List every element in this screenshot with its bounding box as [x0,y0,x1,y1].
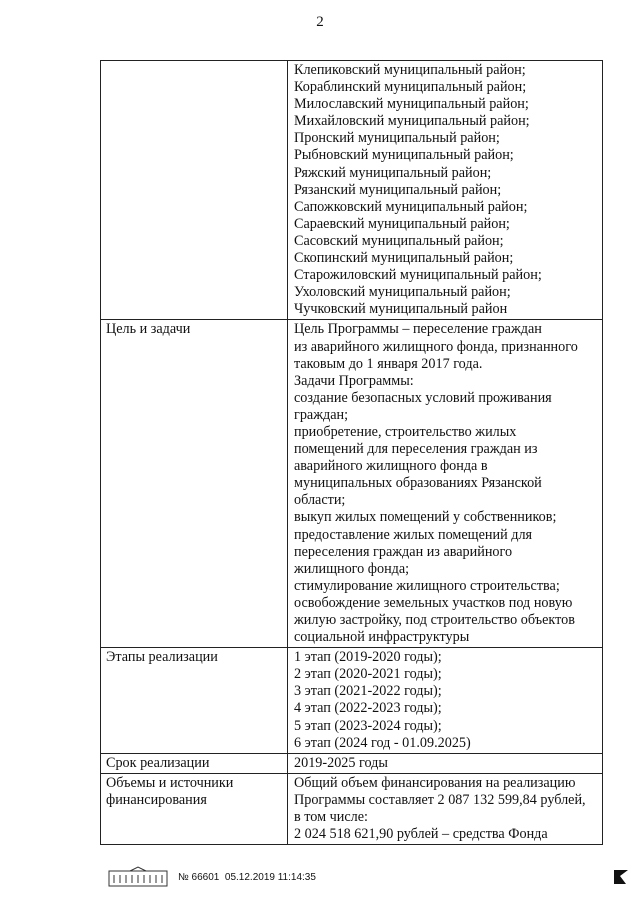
row-label: Объемы и источники финансирования [101,773,288,844]
content-line: Рыбновский муниципальный район; [294,147,514,164]
content-line: 4 этап (2022-2023 годы); [294,700,442,717]
content-line: Милославский муниципальный район; [294,96,529,113]
content-line: помещений для переселения граждан из [294,441,538,458]
content-line: Старожиловский муниципальный район; [294,267,542,284]
table-row [101,773,603,844]
content-line: Ряжский муниципальный район; [294,164,492,181]
content-line: 2 этап (2020-2021 годы); [294,666,442,683]
content-line: создание безопасных условий проживания [294,389,552,406]
row-label [101,61,288,320]
content-line: приобретение, строительство жилых [294,423,517,440]
content-line: аварийного жилищного фонда в [294,458,488,475]
content-line: Скопинский муниципальный район; [294,250,514,267]
row-content [288,648,603,754]
content-line: переселения граждан из аварийного [294,543,513,560]
row-label: Цель и задачи [101,320,288,648]
content-line: Рязанский муниципальный район; [294,181,502,198]
content-line: Сапожковский муниципальный район; [294,198,528,215]
content-line: в том числе: [294,809,368,826]
footer-doc-number-icon: № [178,871,192,883]
content-line: из аварийного жилищного фонда, признанного [294,338,578,355]
content-line: Задачи Программы: [294,372,414,389]
content-line: Клепиковский муниципальный район; [294,62,526,78]
content-line: таковым до 1 января 2017 года. [294,355,483,372]
content-line: Кораблинский муниципальный район; [294,79,527,96]
content-line: Пронский муниципальный район; [294,130,500,147]
content-line: жилую застройку, под строительство объектов [294,612,575,628]
stamp-logo-icon [108,866,168,888]
footer-doc-number: 66601 [191,871,220,883]
content-line: 6 этап (2024 год - 01.09.2025) [294,734,471,751]
content-line: Сараевский муниципальный район; [294,215,510,232]
corner-mark-icon [610,866,632,888]
content-line: граждан; [294,406,349,423]
content-line: выкуп жилых помещений у собственников; [294,509,557,526]
content-line: 2 024 518 621,90 рублей – средства Фонда [294,826,548,843]
content-line: освобождение земельных участков под новую [294,594,573,611]
content-line: Чучковский муниципальный район [294,301,508,318]
content-line: Цель Программы – переселение граждан [294,321,542,338]
row-content [288,61,603,320]
table-row [101,753,603,773]
content-line: 1 этап (2019-2020 годы); [294,649,442,666]
content-line: стимулирование жилищного строительства; [294,577,560,594]
row-content [288,753,603,773]
content-line: муниципальных образованиях Рязанской [294,475,542,492]
content-line: Ухоловский муниципальный район; [294,284,511,301]
content-line: жилищного фонда; [294,560,410,577]
content-line: социальной инфраструктуры [294,629,470,646]
content-line: 3 этап (2021-2022 годы); [294,683,442,700]
content-line: Михайловский муниципальный район; [294,113,530,130]
table-row [101,320,603,648]
table-row [101,61,603,320]
row-content [288,773,603,844]
content-line: предоставление жилых помещений для [294,526,533,543]
content-line: области; [294,492,346,509]
content-line: 5 этап (2023-2024 годы); [294,717,442,734]
program-passport-table [100,60,603,845]
row-content [288,320,603,648]
content-line: 2019-2025 годы [294,754,388,771]
content-line: Сасовский муниципальный район; [294,232,504,249]
footer-timestamp: 05.12.2019 11:14:35 [224,871,316,883]
footer [108,866,316,888]
content-line: Программы составляет 2 087 132 599,84 рублей, [294,791,586,808]
table-row [101,648,603,754]
row-label: Срок реализации [101,753,288,773]
content-line: Общий объем финансирования на реализацию [294,774,576,791]
page-number: 2 [316,14,324,30]
row-label: Этапы реализации [101,648,288,754]
